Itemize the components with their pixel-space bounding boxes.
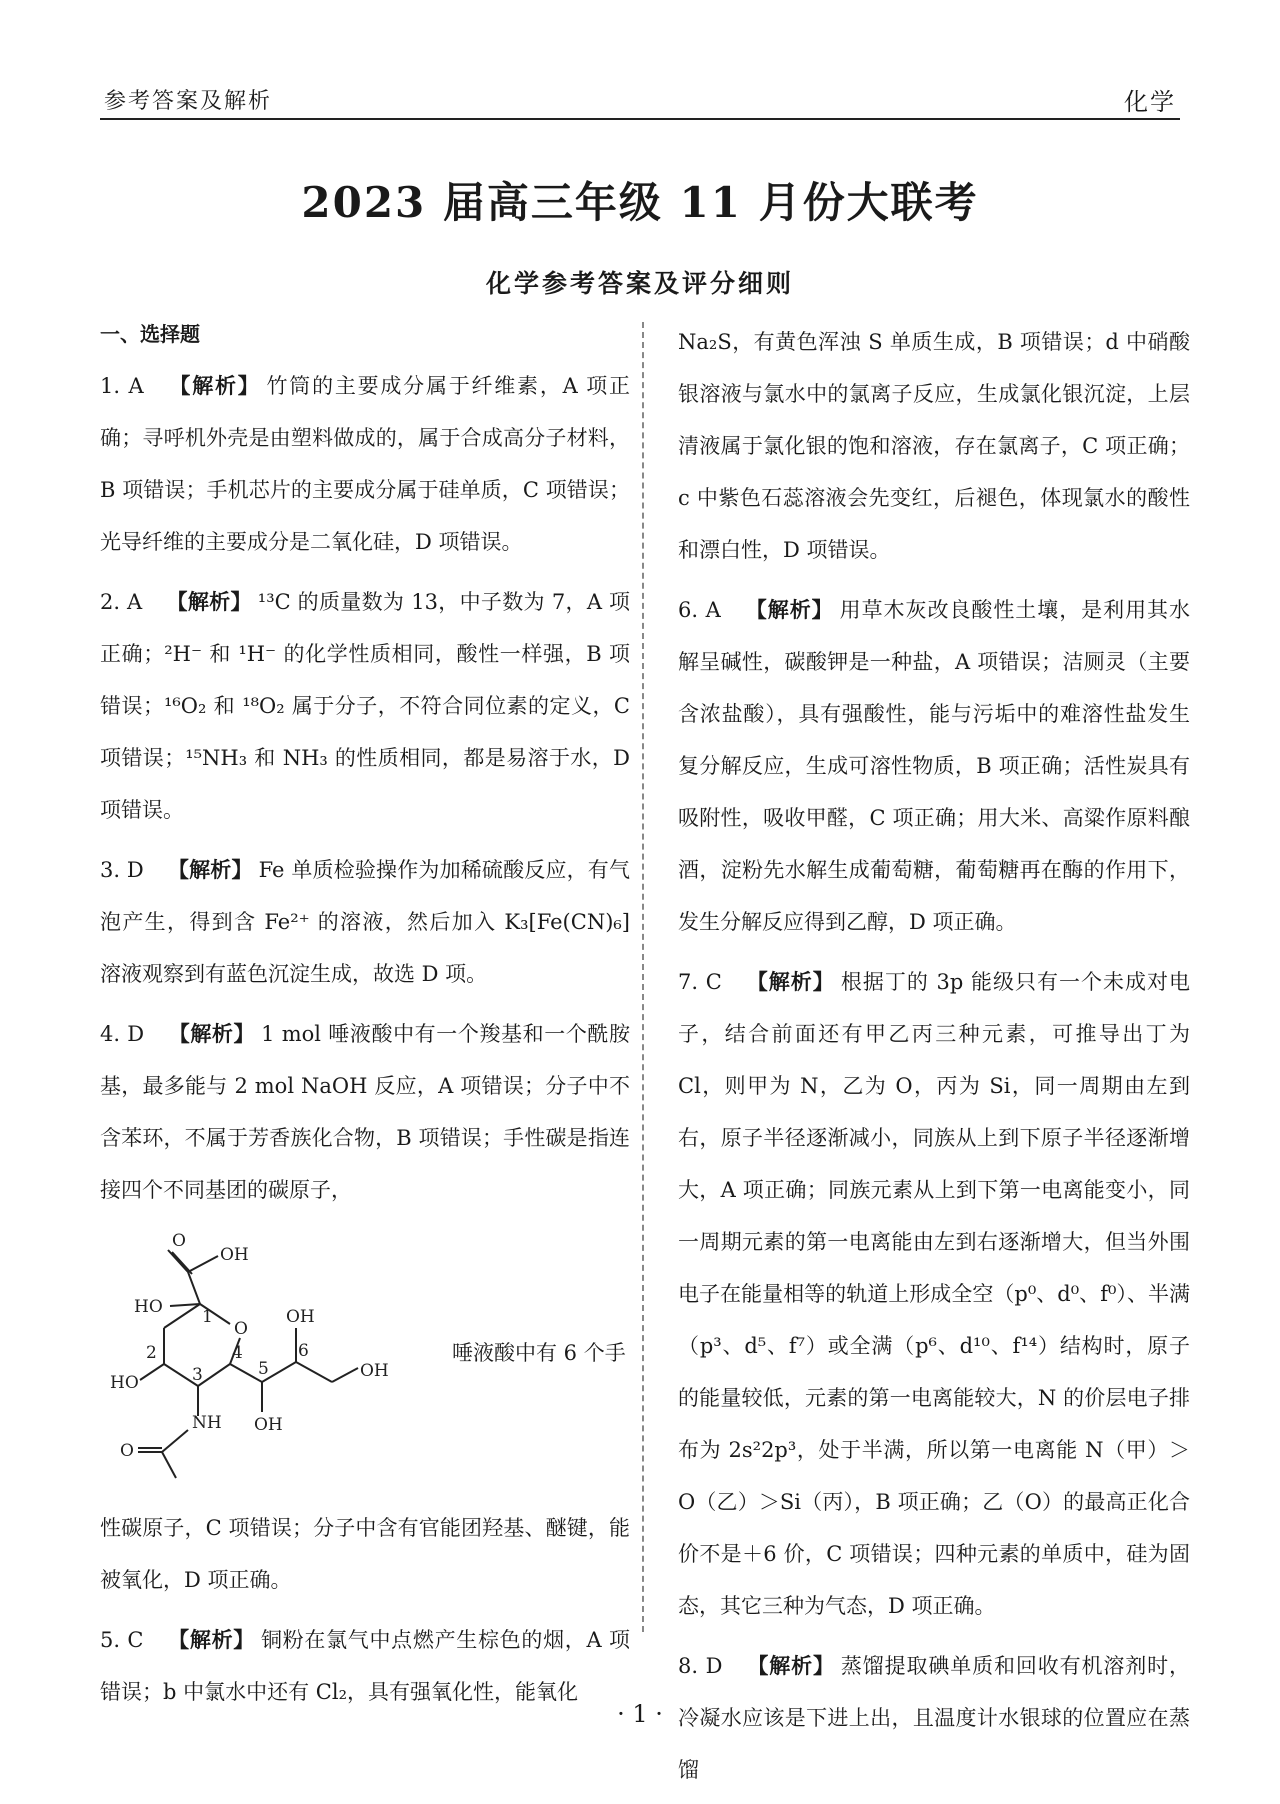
section-heading: 一、选择题 (100, 322, 200, 346)
label-terminal-oh: OH (360, 1361, 389, 1381)
header-left-title: 参考答案及解析 (104, 89, 273, 114)
label-c6-oh: OH (286, 1307, 315, 1327)
label-c2: 2 (146, 1343, 157, 1363)
sialic-acid-structure (100, 1216, 630, 1496)
analysis-tag: 【解析】 (167, 1627, 255, 1652)
answer-text: 铜粉在氯气中点燃产生棕色的烟，A 项错误；b 中氯水中还有 Cl₂，具有强氧化性，能氧化 (100, 1628, 631, 1704)
answer-text: Fe 单质检验操作为加稀硫酸反应，有气泡产生，得到含 Fe²⁺ 的溶液，然后加入 K₃[Fe(CN)₆] 溶液观察到有蓝色沉淀生成，故选 D 项。 (100, 858, 630, 986)
answer-item-4 (100, 1008, 630, 1216)
answer-text: Na₂S，有黄色浑浊 S 单质生成，B 项错误；d 中硝酸银溶液与氯水中的氯离子反应，生成氯化银沉淀，上层清液属于氯化银的饱和溶液，存在氯离子，C 项正确；c 中紫色石蕊溶液会先变红，后褪色，体现氯水的酸性和漂白性，D 项错误。 (678, 330, 1190, 562)
answer-number: 5. C (100, 1628, 144, 1652)
running-header (100, 78, 1180, 120)
label-carboxyl-oh: OH (220, 1245, 249, 1265)
label-c6: 6 (298, 1341, 309, 1361)
answer-text: 根据丁的 3p 能级只有一个未成对电子，结合前面还有甲乙丙三种元素，可推导出丁为 Cl，则甲为 N，乙为 O，丙为 Si，同一周期由左到右，原子半径逐渐减小，同族从上到下原子半径逐渐增大，A 项正确；同族元素从上到下第一电离能变小，同一周期元素的第一电离能由左到右逐渐增大，但当外围电子在能量相等的轨道上形成全空（p⁰、d⁰、f⁰）、半满（p³、d⁵、f⁷）或全满（p⁶、d¹⁰、f¹⁴）结构时，原子的能量较低，元素的第一电离能较大，N 的价层电子排布为 2s²2p³，处于半满，所以第一电离能 N（甲）＞O（乙）＞Si（丙），B 项正确；乙（O）的最高正化合价不是＋6 价，C 项错误；四种元素的单质中，硅为固态，其它三种为气态，D 项正确。 (678, 970, 1191, 1618)
analysis-tag: 【解析】 (168, 1021, 256, 1046)
page-subtitle: 化学参考答案及评分细则 (485, 269, 794, 298)
label-carbonyl-o: O (172, 1231, 186, 1251)
label-acetyl-o: O (120, 1441, 134, 1461)
answer-text: ¹³C 的质量数为 13，中子数为 7，A 项正确；²H⁻ 和 ¹H⁻ 的化学性质相同，酸性一样强，B 项错误；¹⁶O₂ 和 ¹⁸O₂ 属于分子，不符合同位素的定义，C 项错误；¹⁵NH₃ 和 NH₃ 的性质相同，都是易溶于水，D 项错误。 (100, 590, 630, 822)
answer-item-3 (100, 844, 630, 1000)
answer-number: 8. D (678, 1654, 723, 1678)
answer-text: 1 mol 唾液酸中有一个羧基和一个酰胺基，最多能与 2 mol NaOH 反应，A 项错误；分子中不含苯环，不属于芳香族化合物，B 项错误；手性碳是指连接四个不同基团的碳原子， (100, 1022, 631, 1202)
answer-number: 1. A (100, 374, 144, 398)
answer-number: 3. D (100, 858, 144, 882)
answer-text: 用草木灰改良酸性土壤，是利用其水解呈碱性，碳酸钾是一种盐，A 项错误；洁厕灵（主要含浓盐酸），具有强酸性，能与污垢中的难溶性盐发生复分解反应，生成可溶性物质，B 项正确；活性炭具有吸附性，吸收甲醛，C 项正确；用大米、高粱作原料酿酒，淀粉先水解生成葡萄糖，葡萄糖再在酶的作用下，发生分解反应得到乙醇，D 项正确。 (678, 598, 1191, 934)
answer-item-4-continued (100, 1502, 630, 1606)
label-nh: NH (192, 1413, 222, 1433)
answer-item-2 (100, 576, 630, 836)
answer-number: 4. D (100, 1022, 145, 1046)
analysis-tag: 【解析】 (744, 597, 834, 622)
analysis-tag: 【解析】 (745, 969, 835, 994)
answer-item-5-continued (678, 316, 1190, 576)
answer-text: 蒸馏提取碘单质和回收有机溶剂时，冷凝水应该是下进上出，且温度计水银球的位置应在蒸馏 (678, 1654, 1190, 1782)
label-c5-oh: OH (254, 1415, 283, 1435)
answer-number: 6. A (678, 598, 721, 622)
analysis-tag: 【解析】 (167, 373, 261, 398)
answer-text: 竹筒的主要成分属于纤维素，A 项正确；寻呼机外壳是由塑料做成的，属于合成高分子材料，B 项错误；手机芯片的主要成分属于硅单质，C 项错误；光导纤维的主要成分是二氧化硅，D 项错误。 (100, 374, 630, 554)
analysis-tag: 【解析】 (167, 857, 253, 882)
answer-number: 2. A (100, 590, 143, 614)
label-c1-ho: HO (134, 1297, 163, 1317)
answer-number: 7. C (678, 970, 722, 994)
label-c2-ho: HO (110, 1373, 139, 1393)
label-c1: 1 (202, 1307, 213, 1327)
header-subject: 化学 (1124, 88, 1176, 116)
structure-side-text: 唾液酸中有 6 个手 (452, 1341, 626, 1365)
answer-text: 性碳原子，C 项错误；分子中含有官能团羟基、醚键，能被氧化，D 项正确。 (100, 1516, 630, 1592)
answer-item-6 (678, 584, 1190, 948)
analysis-tag: 【解析】 (746, 1653, 835, 1678)
left-column (100, 316, 630, 1726)
label-c3: 3 (192, 1365, 203, 1385)
right-column (678, 316, 1190, 1804)
label-ring-o: O (234, 1319, 248, 1339)
label-c4: 4 (232, 1343, 243, 1363)
label-c5: 5 (258, 1359, 269, 1379)
answer-item-7 (678, 956, 1190, 1632)
page-number: · 1 · (617, 1700, 663, 1728)
page-title: 2023 届高三年级 11 月份大联考 (301, 178, 979, 227)
column-divider (642, 322, 644, 1632)
answer-item-1 (100, 360, 630, 568)
analysis-tag: 【解析】 (166, 589, 252, 614)
